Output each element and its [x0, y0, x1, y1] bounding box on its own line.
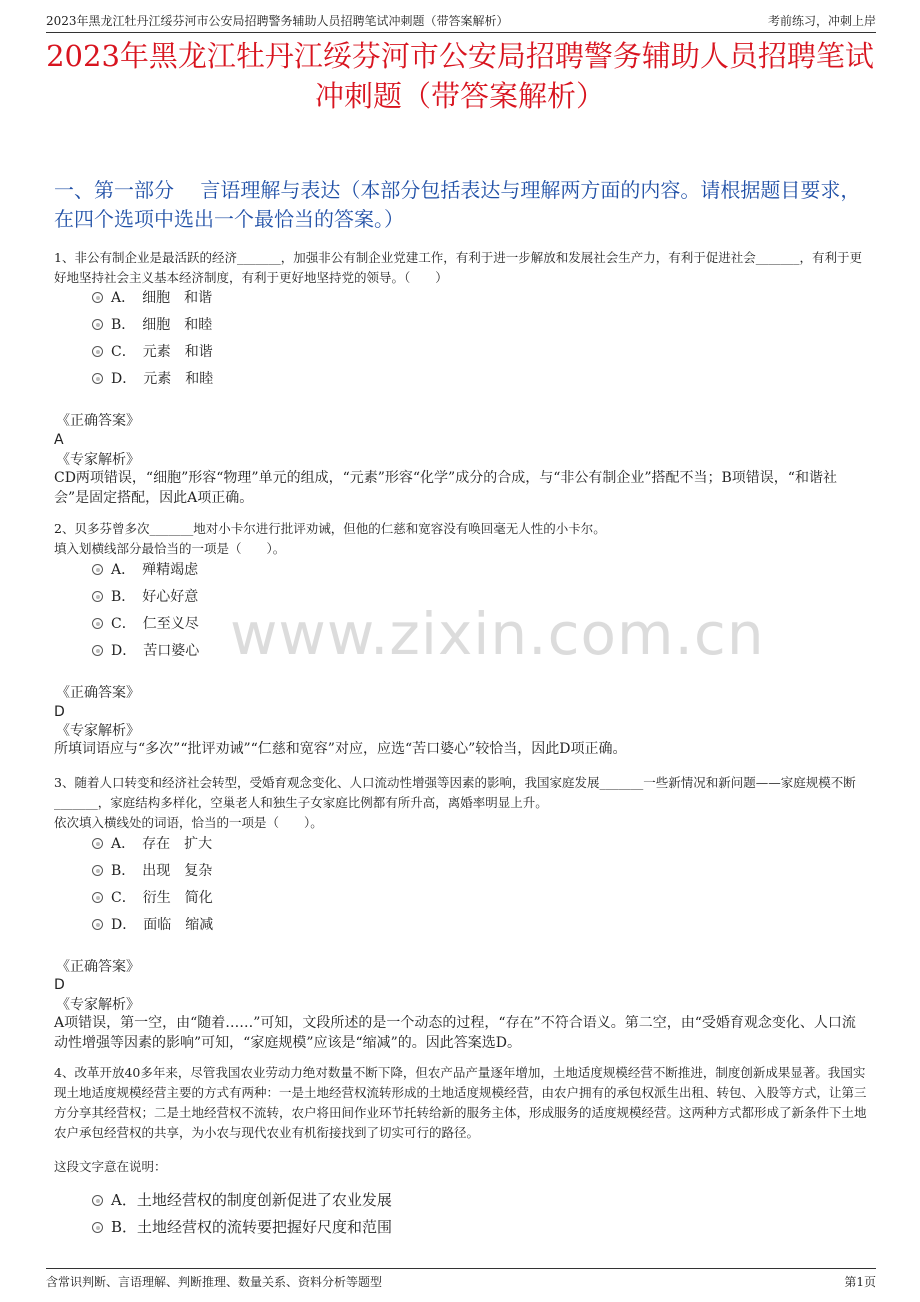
question-2-analysis: 所填词语应与“多次”“批评劝诫”“仁慈和宽容”对应，应选“苦口婆心”较恰当，因此D项正确。 — [54, 741, 627, 757]
question-3-analysis: A项错误，第一空，由“随着……”可知，文段所述的是一个动态的过程，“存在”不符合语义。第二空，由“受婚育观念变化、人口流动性增强等因素的影响”可知，“家庭规模”应该是“缩减”的。因此答案选D。 — [54, 1015, 856, 1051]
question-3-answer: D — [54, 977, 65, 993]
page-footer — [46, 1268, 876, 1291]
radio-icon[interactable] — [92, 618, 103, 629]
section-heading: 一、第一部分 言语理解与表达（本部分包括表达与理解两方面的内容。请根据题目要求，在四个选项中选出一个最恰当的答案。） — [54, 178, 861, 231]
header-slogan: 考前练习，冲刺上岸 — [767, 14, 876, 28]
question-2-option-a[interactable]: A． 殚精竭虑 — [92, 560, 198, 580]
header-doc-title: 2023年黑龙江牡丹江绥芬河市公安局招聘警务辅助人员招聘笔试冲刺题（带答案解析） — [46, 14, 509, 28]
radio-icon[interactable] — [92, 591, 103, 602]
radio-icon[interactable] — [92, 564, 103, 575]
question-1-option-b[interactable]: B． 细胞 和睦 — [92, 315, 212, 335]
question-1-analysis-label: 《专家解析》 — [56, 452, 140, 468]
radio-icon[interactable] — [92, 292, 103, 303]
question-3-stem: 3、随着人口转变和经济社会转型，受婚育观念变化、人口流动性增强等因素的影响，我国家庭发展_______一些新情况和新问题——家庭规模不断_______，家庭结构多样化，空巢老人和独生子女家庭比例都有所升高，离婚率明显上升。 依次填入横线处的词语，恰当的一项是（ ）。 — [54, 775, 856, 830]
question-1-option-c[interactable]: C． 元素 和谐 — [92, 342, 213, 362]
radio-icon[interactable] — [92, 1195, 103, 1206]
radio-icon[interactable] — [92, 1222, 103, 1233]
question-2-option-d[interactable]: D． 苦口婆心 — [92, 641, 199, 661]
question-1-option-d[interactable]: D． 元素 和睦 — [92, 369, 213, 389]
question-4-option-b[interactable]: B．土地经营权的流转要把握好尺度和范围 — [92, 1217, 392, 1237]
question-3-option-d[interactable]: D． 面临 缩减 — [92, 915, 213, 935]
question-3-option-b[interactable]: B． 出现 复杂 — [92, 861, 212, 881]
radio-icon[interactable] — [92, 892, 103, 903]
radio-icon[interactable] — [92, 865, 103, 876]
question-1-option-a[interactable]: A． 细胞 和谐 — [92, 288, 212, 308]
question-2-option-c[interactable]: C． 仁至义尽 — [92, 614, 199, 634]
question-1-answer-label: 《正确答案》 — [56, 413, 140, 429]
question-1-stem: 1、非公有制企业是最活跃的经济_______，加强非公有制企业党建工作，有利于进一步解放和发展社会生产力，有利于促进社会_______，有利于更好地坚持社会主义基本经济制度，有利于更好地坚持党的领导。（ ） — [54, 250, 862, 285]
page-header — [46, 10, 876, 33]
page-number: 第1页 — [844, 1275, 876, 1289]
question-3-option-a[interactable]: A． 存在 扩大 — [92, 834, 212, 854]
question-3-analysis-label: 《专家解析》 — [56, 997, 140, 1013]
radio-icon[interactable] — [92, 838, 103, 849]
radio-icon[interactable] — [92, 346, 103, 357]
question-4-prompt: 这段文字意在说明： — [54, 1159, 167, 1174]
watermark: www.zixin.com.cn — [230, 600, 765, 668]
question-4-stem: 4、改革开放40多年来，尽管我国农业劳动力绝对数量不断下降，但农产品产量逐年增加，土地适度规模经营不断推进，制度创新成果显著。我国实现土地适度规模经营主要的方式有两种：一是土地经营权流转形成的土地适度规模经营，由农户拥有的承包权派生出租、转包、入股等方式，让第三方分享其经营权；二是土地经营权不流转，农户将田间作业环节托转给新的服务主体，形成服务的适度规模经营。这两种方式都形成了新条件下土地农户承包经营权的共享，为小农与现代农业有机衔接找到了切实可行的路径。 — [54, 1065, 867, 1140]
question-3-answer-label: 《正确答案》 — [56, 959, 140, 975]
radio-icon[interactable] — [92, 373, 103, 384]
question-1-answer: A — [54, 432, 64, 448]
question-2-answer-label: 《正确答案》 — [56, 685, 140, 701]
radio-icon[interactable] — [92, 645, 103, 656]
radio-icon[interactable] — [92, 919, 103, 930]
question-2-analysis-label: 《专家解析》 — [56, 723, 140, 739]
footer-description: 含常识判断、言语理解、判断推理、数量关系、资料分析等题型 — [46, 1275, 383, 1289]
radio-icon[interactable] — [92, 319, 103, 330]
question-2-option-b[interactable]: B． 好心好意 — [92, 587, 198, 607]
question-2-stem: 2、贝多芬曾多次_______地对小卡尔进行批评劝诫，但他的仁慈和宽容没有唤回毫无人性的小卡尔。 填入划横线部分最恰当的一项是（ ）。 — [54, 521, 606, 556]
question-3-option-c[interactable]: C． 衍生 简化 — [92, 888, 213, 908]
question-4-option-a[interactable]: A．土地经营权的制度创新促进了农业发展 — [92, 1190, 392, 1210]
page-title: 2023年黑龙江牡丹江绥芬河市公安局招聘警务辅助人员招聘笔试冲刺题（带答案解析） — [46, 39, 874, 113]
question-2-answer: D — [54, 704, 65, 720]
question-1-analysis: CD两项错误，“细胞”形容“物理”单元的组成，“元素”形容“化学”成分的合成，与“非公有制企业”搭配不当；B项错误，“和谐社会”是固定搭配，因此A项正确。 — [54, 470, 837, 506]
